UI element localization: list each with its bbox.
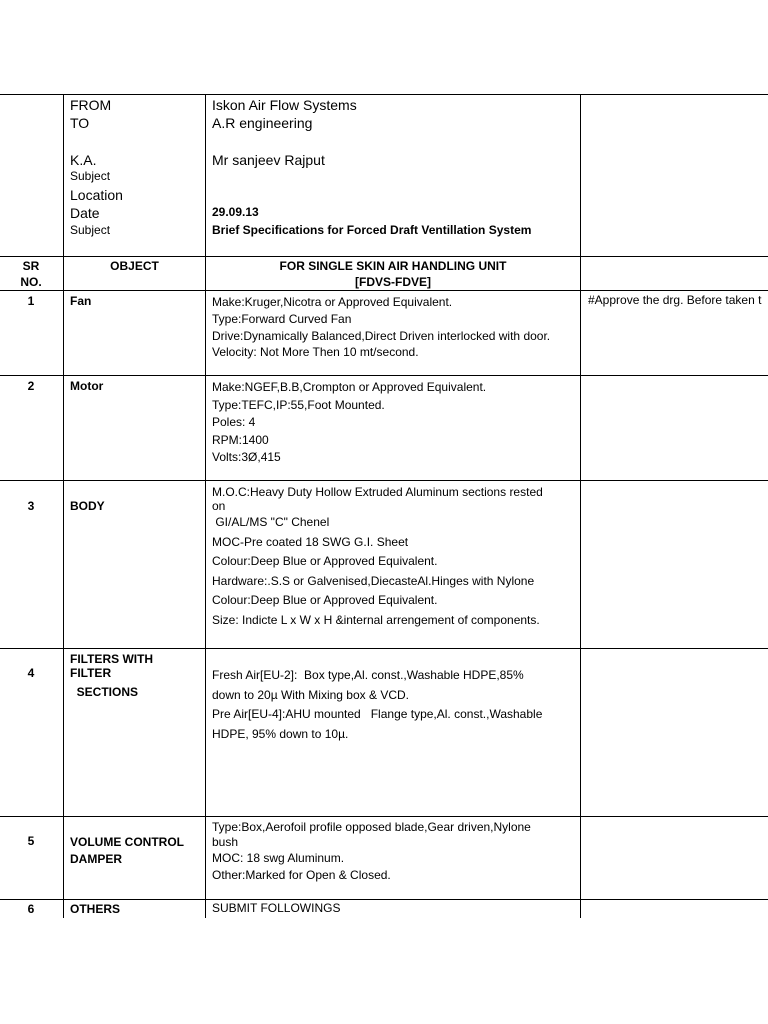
col-divider-2 xyxy=(205,94,206,918)
row-3-spec-line: Hardware:.S.S or Galvenised,DiecasteAl.Hinges with Nylone xyxy=(212,573,535,588)
row-1-object: Fan xyxy=(70,294,92,308)
row-2-specs xyxy=(212,379,486,467)
row-6-sr: 6 xyxy=(27,902,35,916)
row-divider-5 xyxy=(0,899,768,900)
row-1-spec-line: Make:Kruger,Nicotra or Approved Equivalent. xyxy=(212,295,453,309)
row-4-object-line: FILTER xyxy=(70,666,112,680)
row-4-object-line: SECTIONS xyxy=(70,685,139,699)
row-5-object-line: DAMPER xyxy=(70,851,123,866)
row-6-spec-line: SUBMIT FOLLOWINGS xyxy=(212,901,341,915)
row-5-spec-line: Other:Marked for Open & Closed. xyxy=(212,867,391,882)
row-2-object: Motor xyxy=(70,379,104,393)
row-4-object-line: FILTERS WITH xyxy=(70,652,154,666)
subject2-label: Subject xyxy=(70,223,111,237)
row-divider-1 xyxy=(0,375,768,376)
col-divider-1 xyxy=(63,94,64,918)
row-3-spec-line: M.O.C:Heavy Duty Hollow Extruded Aluminum sections rested xyxy=(212,485,543,499)
col-divider-3 xyxy=(580,94,581,918)
row-1-specs xyxy=(212,294,550,361)
row-4-spec-line: down to 20µ With Mixing box & VCD. xyxy=(212,687,409,702)
col-header-sr xyxy=(0,259,62,290)
row-3-sr: 3 xyxy=(27,499,35,513)
col-header-sr-line2: NO. xyxy=(20,274,42,289)
row-divider-top xyxy=(0,94,768,95)
date-value: 29.09.13 xyxy=(212,205,259,219)
row-5-object xyxy=(70,834,184,867)
to-label: TO xyxy=(70,115,90,131)
row-1-spec-line: Type:Forward Curved Fan xyxy=(212,311,352,326)
row-4-spec-line: Pre Air[EU-4]:AHU mounted Flange type,Al. const.,Washable xyxy=(212,707,543,721)
row-divider-3 xyxy=(0,648,768,649)
date-label: Date xyxy=(70,205,100,221)
row-1-spec-line: Velocity: Not More Then 10 mt/second. xyxy=(212,345,419,360)
row-5-specs xyxy=(212,820,531,883)
row-2-spec-line: Volts:3Ø,415 xyxy=(212,450,281,464)
row-divider-header xyxy=(0,256,768,257)
row-1-remark: #Approve the drg. Before taken t xyxy=(588,293,762,307)
row-3-object: BODY xyxy=(70,499,105,513)
row-2-sr: 2 xyxy=(27,379,35,393)
row-5-spec-line: Type:Box,Aerofoil profile opposed blade,Gear driven,Nylone xyxy=(212,820,531,834)
col-header-spec-line1: FOR SINGLE SKIN AIR HANDLING UNIT xyxy=(279,259,507,273)
row-1-sr: 1 xyxy=(27,294,35,308)
from-label: FROM xyxy=(70,97,112,113)
row-4-specs xyxy=(212,666,542,744)
row-5-sr: 5 xyxy=(27,834,35,848)
ka-label: K.A. xyxy=(70,152,97,168)
col-header-spec-line2: [FDVS-FDVE] xyxy=(355,274,431,289)
row-3-spec-line: on xyxy=(212,499,226,513)
row-3-spec-line: MOC-Pre coated 18 SWG G.I. Sheet xyxy=(212,534,409,549)
row-5-spec-line: MOC: 18 swg Aluminum. xyxy=(212,851,345,865)
row-2-spec-line: RPM:1400 xyxy=(212,432,269,447)
row-2-spec-line: Poles: 4 xyxy=(212,415,256,429)
row-2-spec-line: Type:TEFC,IP:55,Foot Mounted. xyxy=(212,397,385,412)
row-4-object xyxy=(70,652,153,699)
row-5-spec-line: bush xyxy=(212,835,239,849)
row-4-sr: 4 xyxy=(27,666,35,680)
subject2-value: Brief Specifications for Forced Draft Ventillation System xyxy=(212,223,532,237)
row-1-spec-line: Drive:Dynamically Balanced,Direct Driven interlocked with door. xyxy=(212,328,551,343)
row-2-spec-line: Make:NGEF,B.B,Crompton or Approved Equivalent. xyxy=(212,380,487,394)
row-3-spec-line: Size: Indicte L x W x H &internal arrengement of components. xyxy=(212,612,540,627)
from-value: Iskon Air Flow Systems xyxy=(212,97,357,113)
row-3-spec-line: Colour:Deep Blue or Approved Equivalent. xyxy=(212,554,438,568)
row-6-specs xyxy=(212,902,340,916)
to-value: A.R engineering xyxy=(212,115,313,131)
col-header-sr-line1: SR xyxy=(22,259,40,273)
row-4-spec-line: HDPE, 95% down to 10µ. xyxy=(212,726,349,741)
row-6-object: OTHERS xyxy=(70,902,121,916)
row-5-object-line: VOLUME CONTROL xyxy=(70,835,184,849)
row-divider-2 xyxy=(0,480,768,481)
location-label: Location xyxy=(70,187,123,203)
col-header-spec xyxy=(206,259,580,290)
subject-label: Subject xyxy=(70,169,111,183)
row-divider-4 xyxy=(0,816,768,817)
row-4-spec-line: Fresh Air[EU-2]: Box type,Al. const.,Washable HDPE,85% xyxy=(212,668,524,682)
row-3-spec-line: GI/AL/MS "C" Chenel xyxy=(212,515,330,529)
col-header-object: OBJECT xyxy=(110,259,159,273)
row-3-spec-line: Colour:Deep Blue or Approved Equivalent. xyxy=(212,593,438,607)
row-3-specs xyxy=(212,485,543,630)
ka-value: Mr sanjeev Rajput xyxy=(212,152,325,168)
